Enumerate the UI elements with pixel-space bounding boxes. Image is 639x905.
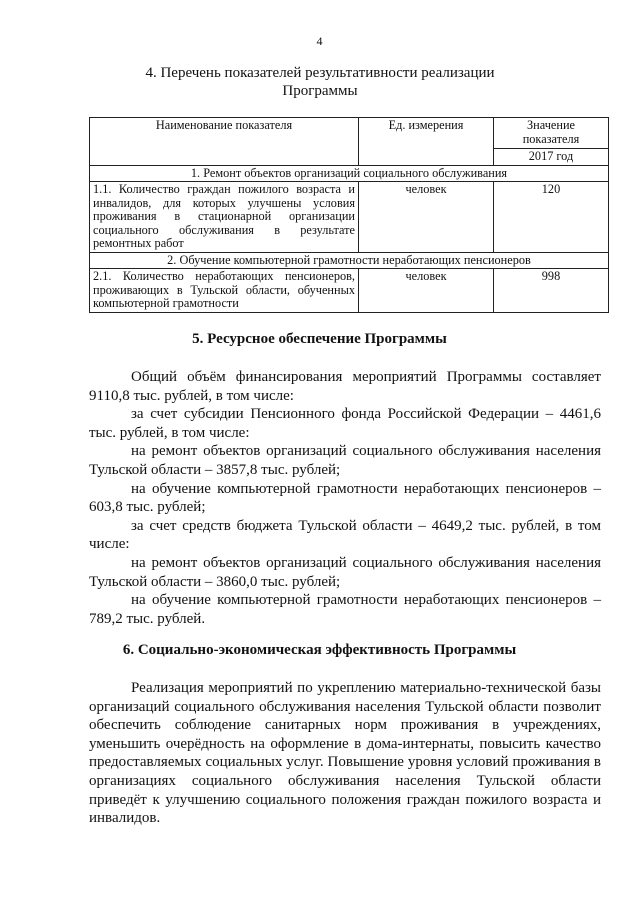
row-2-1-name: 2.1. Количество неработающих пенсионеров, проживающих в Тульской области, обученных компьютерной грамотности (90, 269, 359, 313)
header-year: 2017 год (494, 148, 608, 165)
table-row (90, 269, 609, 313)
header-value (494, 118, 609, 166)
header-unit: Ед. измерения (359, 118, 494, 166)
header-value-line1: Значение (527, 118, 575, 132)
paragraph: Общий объём финансирования мероприятий Программы составляет 9110,8 тыс. рублей, в том числе: (89, 369, 601, 404)
section-row (90, 252, 609, 269)
table-header-row (90, 118, 609, 166)
row-1-1-value: 120 (494, 182, 609, 253)
paragraph: на ремонт объектов организаций социального обслуживания населения Тульской области – 3860,0 тыс. рублей; (89, 554, 601, 590)
row-1-1-unit: человек (359, 182, 494, 253)
paragraph: Реализация мероприятий по укреплению материально-технической базы организаций социального обслуживания населения Тульской области позволит обеспечить соблюдение санитарных норм проживания в учреждениях, уменьшить очерёдность на оформление в дома-интернаты, повысить качество предоставляемых социальных услуг. Повышение уровня условий проживания в организациях социального обслуживания населения Тульской области приведёт к улучшению социального положения граждан пожилого возраста и инвалидов. (89, 680, 601, 827)
table-title-line2: Программы (282, 83, 358, 99)
section-row (90, 165, 609, 182)
paragraph: за счет средств бюджета Тульской области – 4649,2 тыс. рублей, в том числе: (89, 517, 601, 553)
header-value-line2: показателя (522, 131, 580, 146)
row-1-1-name: 1.1. Количество граждан пожилого возраста и инвалидов, для которых улучшены условия проживания в стационарной организации социального обслуживания в результате ремонтных работ (90, 182, 359, 253)
table-title-line1: 4. Перечень показателей результативности реализации (145, 65, 495, 81)
section-6-heading: 6. Социально-экономическая эффективность Программы (122, 642, 517, 658)
table-title (80, 64, 560, 100)
paragraph: на ремонт объектов организаций социального обслуживания населения Тульской области – 3857,8 тыс. рублей; (89, 443, 601, 478)
section-2-title: 2. Обучение компьютерной грамотности неработающих пенсионеров (90, 252, 609, 269)
section-5-body (89, 368, 601, 628)
paragraph: на обучение компьютерной грамотности неработающих пенсионеров – 603,8 тыс. рублей; (89, 480, 601, 516)
row-2-1-value: 998 (494, 269, 609, 313)
row-2-1-unit: человек (359, 269, 494, 313)
paragraph: за счет субсидии Пенсионного фонда Российской Федерации – 4461,6 тыс. рублей, в том числе: (89, 406, 601, 441)
section-6-body (89, 679, 601, 828)
page-number: 4 (316, 34, 323, 48)
paragraph: на обучение компьютерной грамотности неработающих пенсионеров – 789,2 тыс. рублей. (89, 592, 601, 627)
header-name: Наименование показателя (90, 118, 359, 166)
section-1-title: 1. Ремонт объектов организаций социального обслуживания (90, 165, 609, 182)
section-5-heading: 5. Ресурсное обеспечение Программы (192, 331, 447, 347)
indicators-table (89, 117, 609, 313)
table-row (90, 182, 609, 253)
